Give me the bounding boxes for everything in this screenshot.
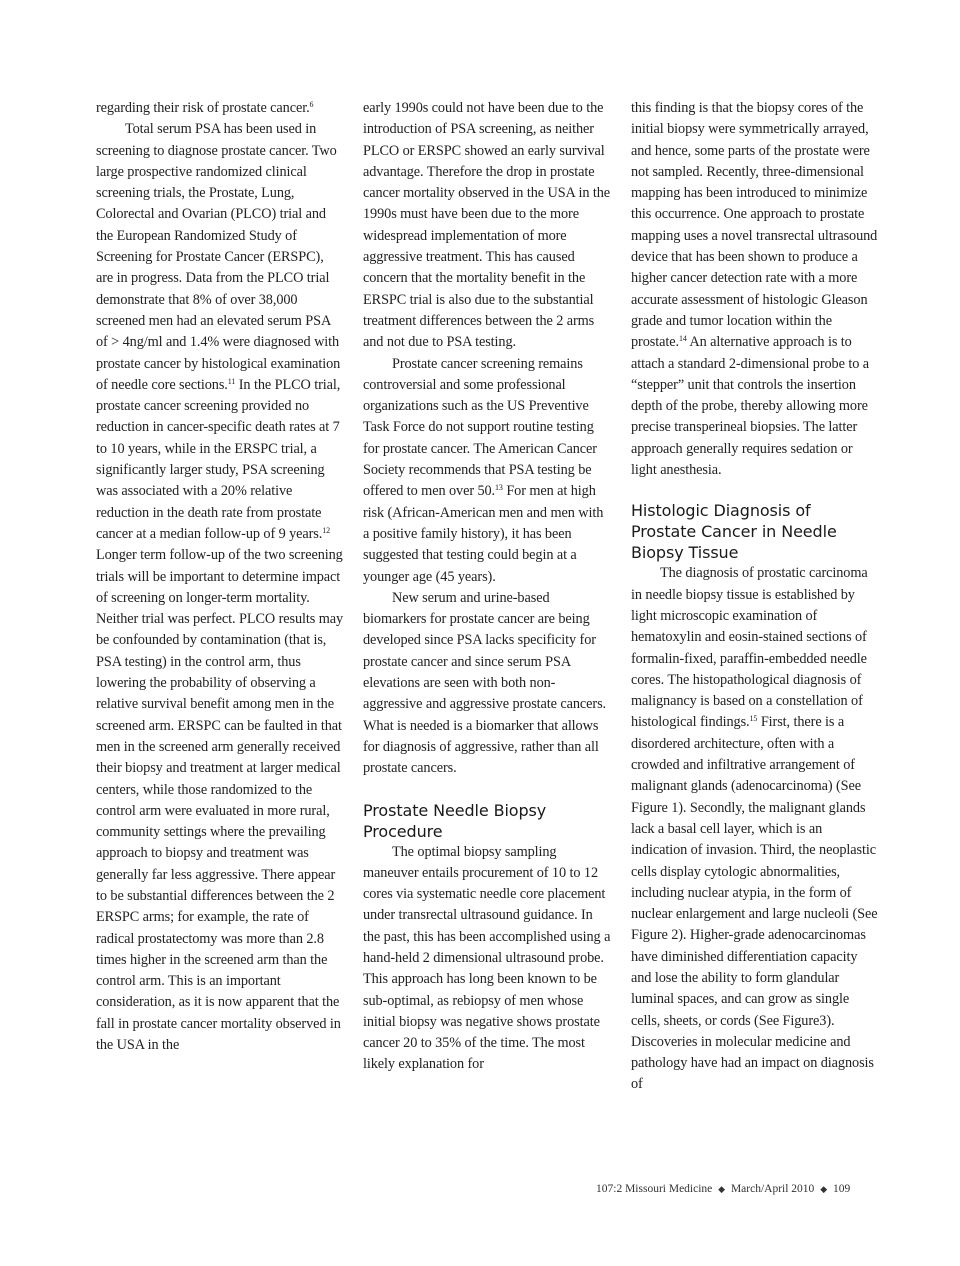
paragraph: New serum and urine-based biomarkers for prostate cancer are being developed since PSA lacks specificity for prostate cancer and since serum PSA elevations are seen with both non-aggressive and aggressive prostate cancers. What is needed is a biomarker that allows for diagnosis of aggressive, rather than all prostate cancers. bbox=[363, 589, 607, 777]
text-run: First, there is a disordered architecture, often with a crowded and infiltrative arrangement of malignant glands (adenocarcinoma) (See Figure 1). Secondly, the malignant glands lack a basal cell layer, which is an indication of invasion. Third, the neoplastic cells display cytologic abnormalities, including nuclear atypia, in the form of nuclear enlargement and large nucleoli (See Figure 2). Higher-grade adenocarcinomas have diminished differentiation capacity and lose the ability to form glandular luminal spaces, and can grow as single cells, sheets, or cords (See Figure3). Discoveries in molecular medicine and pathology have had an impact on diagnosis of bbox=[631, 714, 878, 1093]
text-run: For men at high risk (African-American men and men with a positive family history), it has been suggested that testing could begin at a younger age (45 years). bbox=[363, 483, 604, 585]
citation-ref: 15 bbox=[749, 714, 758, 724]
citation-ref: 12 bbox=[322, 525, 331, 535]
text-column-3 bbox=[631, 98, 879, 1096]
text-column-2 bbox=[363, 98, 611, 1076]
citation-ref: 14 bbox=[678, 334, 687, 344]
page-footer bbox=[596, 1183, 850, 1195]
page-number: 109 bbox=[832, 1183, 851, 1195]
text-column-1 bbox=[96, 98, 344, 1056]
text-run: Total serum PSA has been used in screening to diagnose prostate cancer. Two large prospective randomized clinical screening trials, the Prostate, Lung, Colorectal and Ovarian (PLCO) trial and the European Randomized Study of Screening for Prostate Cancer (ERSPC), are in progress. Data from the PLCO trial demonstrate that 8% of over 38,000 screened men had an elevated serum PSA of > 4ng/ml and 1.4% were diagnosed with prostate cancer by histological examination of needle core sections. bbox=[96, 121, 341, 393]
citation-ref: 11 bbox=[227, 376, 236, 386]
paragraph bbox=[631, 563, 879, 1095]
text-run: this finding is that the biopsy cores of the initial biopsy were symmetrically arrayed, and hence, some parts of the prostate were not sampled. Recently, three-dimensional mapping has been introduced to minimize this occurrence. One approach to prostate mapping uses a novel transrectal ultrasound device that has been shown to produce a higher cancer detection rate with a more accurate assessment of histologic Gleason grade and tumor location within the prostate. bbox=[631, 100, 878, 351]
citation-ref: 13 bbox=[495, 483, 503, 493]
text-run: regarding their risk of prostate cancer. bbox=[96, 100, 310, 116]
text-run: The diagnosis of prostatic carcinoma in needle biopsy tissue is established by light microscopic examination of hematoxylin and eosin-stained sections of formalin-fixed, paraffin-embedded needle cores. The histopathological diagnosis of malignancy is based on a constellation of histological findings. bbox=[631, 565, 868, 731]
diamond-icon: ◆ bbox=[718, 1184, 726, 1194]
diamond-icon: ◆ bbox=[820, 1184, 828, 1194]
text-run: Longer term follow-up of the two screening trials will be important to determine impact of screening on longer-term mortality. Neither trial was perfect. PLCO results may be confounded by contamination (that is, PSA testing) in the control arm, thus lowering the probability of observing a relative survival benefit among men in the screened arm. ERSPC can be faulted in that men in the screened arm generally received their biopsy and treatment at larger medical centers, while those randomized to the control arm were evaluated in more rural, community settings where the prevailing approach to biopsy and treatment was generally far less aggressive. There appear to be substantial differences between the 2 ERSPC arms; for example, the rate of radical prostatectomy was more than 2.8 times higher in the screened arm than the control arm. This is an important consideration, as it is now apparent that the fall in prostate cancer mortality observed in the USA in the bbox=[96, 547, 344, 1054]
paragraph bbox=[631, 98, 879, 481]
paragraph bbox=[96, 98, 344, 119]
paragraph bbox=[363, 354, 611, 588]
issue-date: March/April 2010 bbox=[730, 1183, 815, 1195]
text-run: An alternative approach is to attach a standard 2-dimensional probe to a “stepper” unit that controls the insertion depth of the probe, thereby allowing more precise transperineal biopsies. The latter approach generally requires sedation or light anesthesia. bbox=[631, 334, 869, 479]
paragraph bbox=[96, 119, 344, 1056]
section-heading: Histologic Diagnosis of Prostate Cancer in Needle Biopsy Tissue bbox=[631, 501, 837, 563]
paragraph: early 1990s could not have been due to the introduction of PSA screening, as neither PLCO or ERSPC showed an early survival advantage. Therefore the drop in prostate cancer mortality observed in the USA in the 1990s must have been due to the more widespread implementation of more aggressive treatment. This has caused concern that the mortality benefit in the ERSPC trial is also due to the substantial treatment differences between the 2 arms and not due to PSA testing. bbox=[363, 100, 611, 351]
text-run: In the PLCO trial, prostate cancer screening provided no reduction in cancer-specific death rates at 7 to 10 years, while in the ERSPC trial, a significantly larger study, PSA screening was associated with a 20% relative reduction in the death rate from prostate cancer at a median follow-up of 9 years. bbox=[96, 376, 341, 542]
text-run: Prostate cancer screening remains controversial and some professional organizations such as the US Preventive Task Force do not support routine testing for prostate cancer. The American Cancer Society recommends that PSA testing be offered to men over 50. bbox=[363, 355, 597, 500]
section-heading: Prostate Needle Biopsy Procedure bbox=[363, 800, 547, 841]
paragraph: The optimal biopsy sampling maneuver entails procurement of 10 to 12 cores via systematic needle core placement under transrectal ultrasound guidance. In the past, this has been accomplished using a hand-held 2 dimensional ultrasound probe. This approach has long been known to be sub-optimal, as rebiopsy of men whose initial biopsy was negative shows prostate cancer 20 to 35% of the time. The most likely explanation for bbox=[363, 843, 611, 1073]
citation-ref: 6 bbox=[309, 100, 314, 109]
journal-name: 107:2 Missouri Medicine bbox=[596, 1183, 713, 1195]
